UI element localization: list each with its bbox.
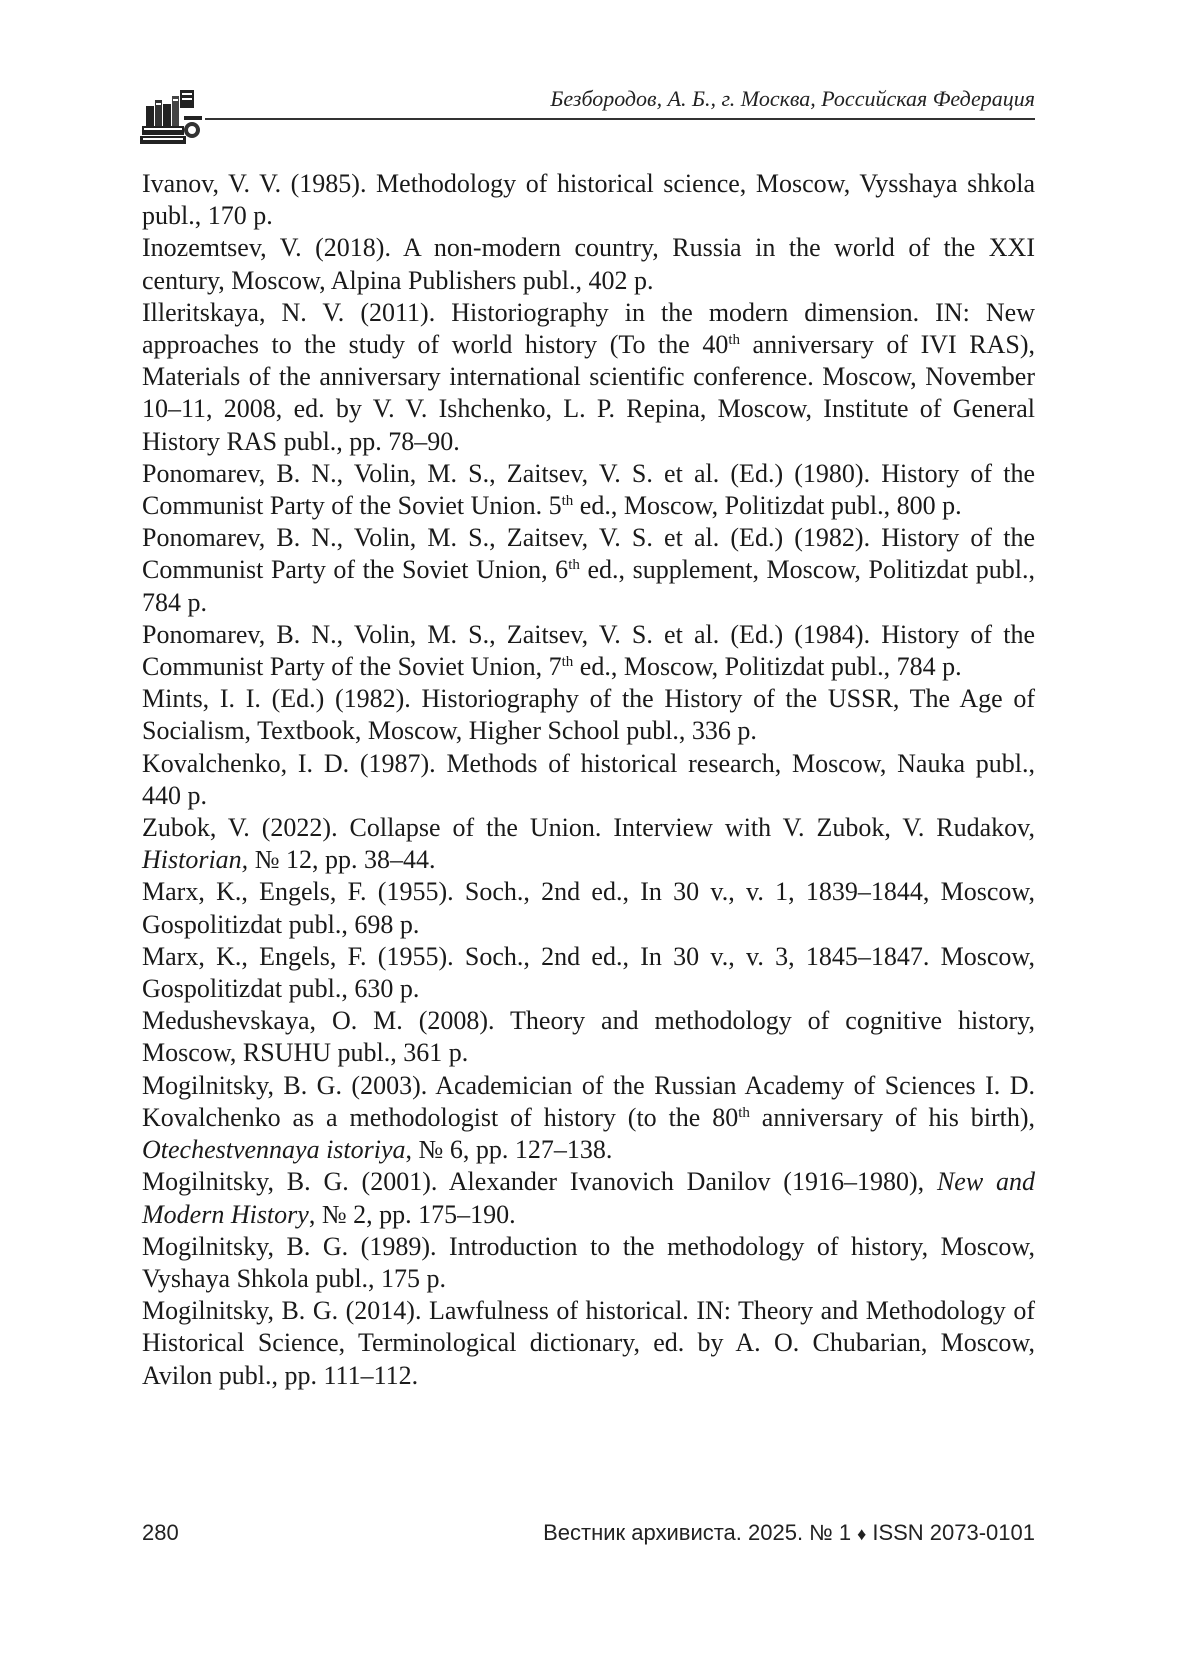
reference-item: Ponomarev, B. N., Volin, M. S., Zaitsev, V. S. et al. (Ed.) (1984). History of the Communist Party of the Soviet Union, 7th ed., Moscow, Politizdat publ., 784 p. [142,619,1035,682]
issn: ISSN 2073-0101 [872,1520,1035,1545]
reference-item: Mints, I. I. (Ed.) (1982). Historiography of the History of the USSR, The Age of Socialism, Textbook, Moscow, Higher School publ., 336 p. [142,684,1035,746]
reference-item: Mogilnitsky, B. G. (1989). Introduction to the methodology of history, Moscow, Vyshaya Shkola publ., 175 p. [142,1231,1035,1293]
header-divider [205,118,1035,120]
reference-item: Mogilnitsky, B. G. (2003). Academician of the Russian Academy of Sciences I. D. Kovalchenko as a methodologist of history (to the 80th anniversary of his birth), Otechestvennaya istoriya, № 6, pp. 127–138. [142,1070,1036,1165]
diamond-separator-icon: ♦ [857,1524,867,1544]
reference-item: Kovalchenko, I. D. (1987). Methods of historical research, Moscow, Nauka publ., 440 p. [142,748,1035,810]
reference-item: Marx, K., Engels, F. (1955). Soch., 2nd ed., In 30 v., v. 3, 1845–1847. Moscow, Gospolitizdat publ., 630 p. [142,941,1035,1004]
reference-item: Marx, K., Engels, F. (1955). Soch., 2nd ed., In 30 v., v. 1, 1839–1844, Moscow, Gospolitizdat publ., 698 p. [142,877,1035,939]
reference-item: Ponomarev, B. N., Volin, M. S., Zaitsev, V. S. et al. (Ed.) (1980). History of the Communist Party of the Soviet Union. 5th ed., Moscow, Politizdat publ., 800 p. [142,458,1035,521]
reference-item: Inozemtsev, V. (2018). A non-modern country, Russia in the world of the XXI century, Moscow, Alpina Publishers publ., 402 p. [142,233,1035,295]
reference-item: Illeritskaya, N. V. (2011). Historiography in the modern dimension. IN: New approaches to the study of world history (To the 40th anniversary of IVI RAS), Materials of the anniversary international scientific conference. Moscow, November 10–11, 2008, ed. by V. V. Ishchenko, L. P. Repina, Moscow, Institute of General History RAS publ., pp. 78–90. [142,297,1036,456]
running-title: Безбородов, А. Б., г. Москва, Российская Федерация [550,86,1035,111]
reference-item: Ponomarev, B. N., Volin, M. S., Zaitsev, V. S. et al. (Ed.) (1982). History of the Communist Party of the Soviet Union, 6th ed., supplement, Moscow, Politizdat publ., 784 p. [142,523,1035,617]
page-number: 280 [142,1520,179,1545]
reference-item: Medushevskaya, O. M. (2008). Theory and methodology of cognitive history, Moscow, RSUHU publ., 361 p. [142,1006,1035,1068]
reference-list [142,168,1035,1392]
reference-item: Ivanov, V. V. (1985). Methodology of historical science, Moscow, Vysshaya shkola publ., 170 p. [142,169,1035,231]
journal-citation [543,1520,1035,1546]
journal-title: Вестник архивиста. 2025. № 1 [543,1520,852,1545]
reference-item: Zubok, V. (2022). Collapse of the Union. Interview with V. Zubok, V. Rudakov, Historian, № 12, pp. 38–44. [142,813,1035,875]
reference-item: Mogilnitsky, B. G. (2014). Lawfulness of historical. IN: Theory and Methodology of Historical Science, Terminological dictionary, ed. by A. O. Chubarian, Moscow, Avilon publ., pp. 111–112. [142,1296,1035,1390]
books-archive-icon [140,86,206,146]
reference-item: Mogilnitsky, B. G. (2001). Alexander Ivanovich Danilov (1916–1980), New and Modern History, № 2, pp. 175–190. [142,1167,1035,1229]
